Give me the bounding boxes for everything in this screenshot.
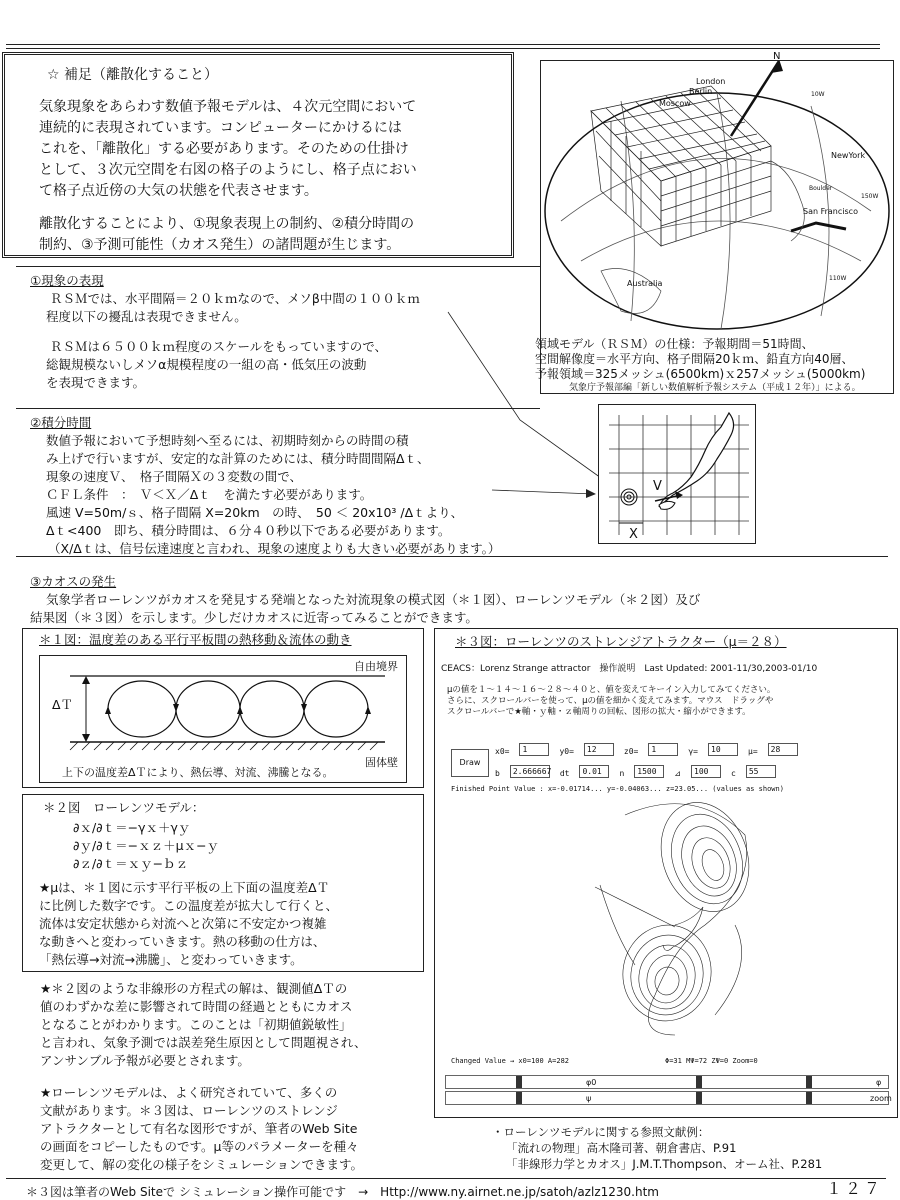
lorenz-equation: ∂ｘ/∂ｔ＝−γｘ＋γｙ (73, 820, 191, 835)
scroll-thumb[interactable] (696, 1092, 702, 1104)
param-label: n (619, 769, 625, 778)
param-label: z0= (623, 747, 639, 756)
globe-label-moscow: Moscow (659, 99, 691, 108)
dt-input[interactable]: 0.01 (579, 765, 609, 778)
draw-button[interactable]: Draw (451, 749, 489, 777)
fig2-title: ＊２図 ローレンツモデル： (43, 800, 205, 815)
note-line: 値のわずかな差に影響されて時間の経過とともにカオス (40, 999, 353, 1014)
gamma-input[interactable]: 10 (708, 743, 738, 756)
supplement-line: これを、「離散化」する必要があります。そのための仕掛け (39, 141, 409, 157)
scroll-thumb[interactable] (806, 1092, 812, 1104)
step-input[interactable]: 100 (691, 765, 721, 778)
z0-input[interactable]: 1 (648, 743, 678, 756)
fig3-desc-line: μの値を１〜１４〜１６〜２８〜４０と、値を変えてキーイン入力してみてください。 (447, 685, 776, 695)
fig2-box (22, 794, 424, 972)
globe-source: 気象庁予報部編「新しい数値解析予報システム（平成１２年）」による。 (569, 383, 861, 393)
section3-line: 結果図（＊３図）を示します。少しだけカオスに近寄ってみることができます。 (30, 610, 478, 625)
fig2-note-line: ★μは、＊１図に示す平行平板の上下面の温度差ΔＴ (39, 880, 330, 895)
section2-line: 風速 V=50m/ｓ、格子間隔 X=20km の時、 50 ＜ 20x10³ /Δｔより、 (46, 505, 464, 520)
n-input[interactable]: 1500 (634, 765, 664, 778)
fig1-free-boundary: 自由境界 (354, 660, 398, 673)
supplement-line: として、３次元空間を右図の格子のようにし、格子点におい (39, 162, 417, 178)
y0-input[interactable]: 12 (584, 743, 614, 756)
grid-map-label-x: X (629, 527, 638, 542)
fig3-desc-line: スクロールバーで★軸・ｙ軸・ｚ軸周りの回転、図形の拡大・縮小ができます。 (447, 707, 751, 717)
grid-map-illustration (599, 405, 755, 543)
param-grid (495, 743, 798, 783)
section3 (30, 573, 700, 627)
section2-line: 現象の速度Ｖ、 格子間隔Ｘの３変数の間で、 (46, 469, 303, 484)
section1-line: ＲＳＭは６５００ｋｍ程度のスケールをもっていますので、 (50, 339, 388, 354)
supplement-line: 離散化することにより、①現象表現上の制約、②積分時間の (39, 216, 415, 232)
globe-label-sanfrancisco: San Francisco (803, 207, 858, 216)
fig2-note-line: 流体は安定状態から対流へと次第に不安定かつ複雑 (39, 916, 327, 931)
reference-line: 「流れの物理」高木隆司著、朝倉書店、P.91 (506, 1141, 737, 1155)
footer-rule (6, 1178, 886, 1179)
note-line: アンサンブル予報が必要とされます。 (40, 1053, 250, 1068)
psi-scrollbar[interactable] (445, 1091, 892, 1105)
fig3-title: ＊３図：ローレンツのストレンジアトラクター（μ＝２８） (455, 634, 787, 649)
globe-label-berlin: Berlin (689, 87, 713, 96)
note-line: 文献があります。＊３図は、ローレンツのストレンジ (40, 1103, 338, 1118)
param-label: c (731, 769, 736, 778)
supplement-line: 気象現象をあらわす数値予報モデルは、４次元空間において (39, 99, 417, 115)
lorenz-equation: ∂ｚ/∂ｔ＝ｘｙ−ｂｚ (73, 856, 189, 871)
reference-line: ・ローレンツモデルに関する参照文献例： (492, 1125, 710, 1139)
b-input[interactable]: 2.666667 (510, 765, 550, 778)
note-line: の画面をコピーしたものです。μ等のパラメーターを種々 (40, 1139, 359, 1154)
x0-input[interactable]: 1 (519, 743, 549, 756)
param-label: y0= (559, 747, 574, 756)
section2-line: ＣＦＬ条件 ： Ｖ＜Ｘ／Δｔ を満たす必要があります。 (46, 487, 373, 502)
section3-line: 気象学者ローレンツがカオスを発見する発端となった対流現象の模式図（＊１図）、ローレンツモデル（＊２図）及び (46, 592, 701, 607)
lorenz-equations (73, 819, 219, 873)
fig1-solid-wall: 固体壁 (365, 756, 398, 769)
supplement-line: 制約、③予測可能性（カオス発生）の諸問題が生じます。 (39, 237, 401, 253)
section1-line: 総観規模ないしメソα規模程度の一組の高・低気圧の波動 (46, 357, 367, 372)
fig1-delta-t: ΔＴ (52, 697, 74, 712)
lorenz-attractor-plot (435, 795, 897, 1055)
section2-line: 数値予報において予想時刻へ至るには、初期時刻からの時間の積 (46, 433, 409, 448)
globe-label-newyork: NewYork (831, 151, 866, 160)
supplement-title: ☆ 補足（離散化すること） (47, 67, 219, 83)
param-label: dt (559, 769, 570, 778)
globe-caption-line: 予報領域＝325メッシュ(6500km)ｘ257メッシュ(5000km) (535, 367, 866, 381)
note-line: と言われ、気象予測では誤差発生原因として問題視され、 (40, 1035, 367, 1050)
convection-cells-diagram (40, 656, 406, 764)
globe-label-n: N (773, 51, 781, 62)
fig1-title: ＊１図：温度差のある平行平板間の熱移動＆流体の動き (39, 632, 352, 647)
fig2-note-line: な動きへと変わっていきます。熱の移動の仕方は、 (39, 934, 326, 949)
section1-line: 程度以下の擾乱は表現できません。 (46, 309, 247, 324)
globe-label-london: London (696, 77, 726, 86)
scroll-thumb[interactable] (696, 1076, 702, 1088)
globe-label-150w: 150W (861, 193, 879, 200)
slider-label: φ (876, 1078, 882, 1087)
section2-line: （X/Δｔは、信号伝達速度と言われ、現象の速度よりも大きい必要があります。） (48, 541, 501, 556)
section1-line: を表現できます。 (46, 375, 146, 390)
section2-line: み上げで行いますが、安定的な計算のためには、積分時間間隔Δｔ、 (46, 451, 430, 466)
fig3-header: CEACS：Lorenz Strange attractor 操作説明 Last Updated: 2001-11/30,2003-01/10 (441, 664, 818, 674)
section1-heading: ①現象の表現 (30, 273, 104, 288)
globe-label-boulder: Boulder (809, 185, 833, 192)
fig1-box (22, 628, 424, 788)
fig1-caption: 上下の温度差ΔＴにより、熱伝導、対流、沸騰となる。 (62, 766, 334, 779)
fig1-inner (39, 655, 407, 783)
param-label: b (495, 769, 500, 778)
changed-value: Changed Value → x0=100 A=282 (451, 1057, 570, 1065)
scroll-thumb[interactable] (516, 1076, 522, 1088)
section3-rule (16, 556, 888, 557)
globe-caption-line: 空間解像度＝水平方向、格子間隔20ｋｍ、鉛直方向40層、 (535, 352, 854, 366)
references (492, 1124, 822, 1172)
slider-label: ψ (586, 1094, 592, 1103)
phi0-scrollbar[interactable] (445, 1075, 889, 1089)
fig3-desc-line: さらに、スクロールバーを使って、μの値を細かく変えてみます。マウス ドラッグや (447, 696, 774, 706)
rotation-status: Φ=31 MΨ=72 ZΨ=0 Zoom=0 (665, 1057, 758, 1065)
section3-heading: ③カオスの発生 (30, 574, 117, 589)
reference-line: 「非線形力学とカオス」J.M.T.Thompson、オーム社、P.281 (506, 1157, 823, 1171)
grid-map-label-v: V (653, 479, 662, 494)
supplement-line: 連続的に表現されています。コンピューターにかけるには (39, 120, 402, 136)
param-label: γ= (688, 747, 698, 756)
section1-line: ＲＳＭでは、水平間隔＝２０ｋｍなので、メソβ中間の１００ｋｍ (50, 291, 420, 306)
note-line: となることがわかります。このことは「初期値鋭敏性」 (40, 1017, 352, 1032)
page-number: １２７ (826, 1179, 884, 1198)
mu-input[interactable]: 28 (768, 743, 798, 756)
param-label: ⊿ (674, 769, 681, 778)
fig2-note (39, 879, 338, 969)
note-line: アトラクターとして有名な図形ですが、筆者のWeb Site (40, 1121, 358, 1136)
fig2-note-line: に比例した数字です。この温度差が拡大して行くと、 (39, 898, 339, 913)
fig3-desc (447, 685, 775, 718)
pointer-lines (0, 0, 900, 560)
section2-heading: ②積分時間 (30, 415, 92, 430)
c-input[interactable]: 55 (746, 765, 776, 778)
note-line: ★ローレンツモデルは、よく研究されていて、多くの (40, 1085, 338, 1100)
footer-text: ＊３図は筆者のWeb Siteで シミュレーション操作可能です → Http://www.ny.airnet.ne.jp/satoh/azlz1230.htm (26, 1185, 659, 1199)
scroll-thumb[interactable] (516, 1092, 522, 1104)
section2-line: Δｔ<400 即ち、積分時間は、６分４０秒以下である必要があります。 (46, 523, 451, 538)
globe-caption-line: 領域モデル（ＲＳＭ）の仕様：予報期間＝51時間、 (535, 337, 814, 351)
supplement-line: て格子点近傍の大気の状態を代表させます。 (39, 183, 318, 199)
slider-label: zoom (870, 1094, 892, 1103)
fig2-note-line: 「熱伝導→対流→沸騰」、と変わっていきます。 (39, 952, 303, 967)
lorenz-equation: ∂ｙ/∂ｔ＝−ｘｚ＋μｘ−ｙ (73, 838, 220, 853)
globe-label-10w: 10W (811, 91, 825, 98)
slider-label: φ0 (586, 1078, 597, 1087)
note-line: 変更して、解の変化の様子をシミュレーションできます。 (40, 1157, 364, 1172)
param-label: x0= (495, 747, 510, 756)
fig3-box (434, 628, 898, 1118)
note-line: ★＊２図のような非線形の方程式の解は、観測値ΔＴの (40, 981, 348, 996)
globe-label-australia: Australia (627, 279, 663, 288)
finished-point-value: Finished Point Value : x=-0.01714... y=-0.04063... z=23.05... (values as shown) (451, 785, 784, 793)
globe-label-110w: 110W (829, 275, 847, 282)
grid-map-box (598, 404, 756, 544)
scroll-thumb[interactable] (806, 1076, 812, 1088)
param-label: μ= (748, 747, 758, 756)
notes (40, 980, 367, 1174)
